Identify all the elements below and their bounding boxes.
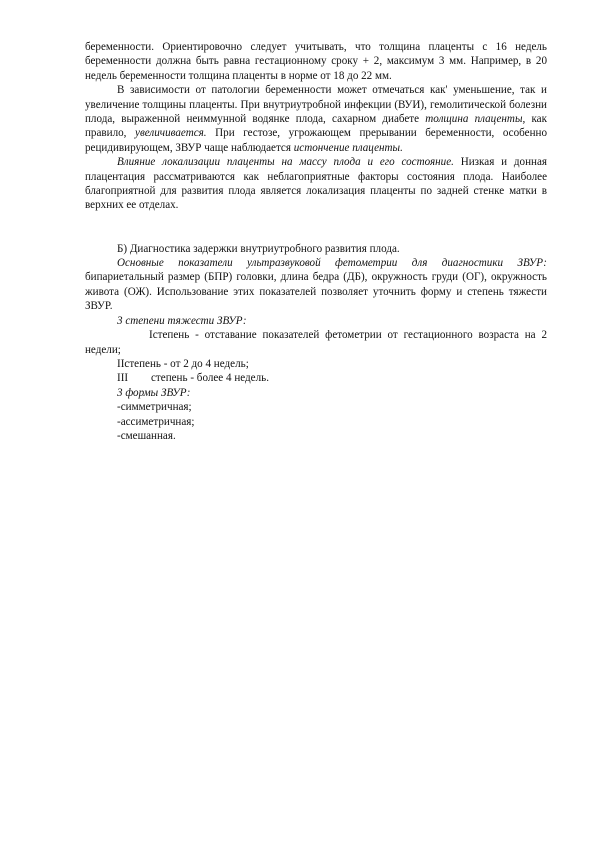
paragraph-localization [85, 155, 547, 213]
dash-bullet: - [117, 415, 121, 428]
fetometry-italic: Основные показатели ультразвуковой фетометрии для диагностики ЗВУР: [117, 257, 547, 270]
paragraph-fetometry [85, 256, 547, 314]
pathology-italic-a: толщина плаценты, [425, 113, 526, 126]
list-item [85, 429, 547, 443]
list-item [85, 400, 547, 414]
pathology-text-a: В зависимости от патологии беременности может отмечаться как' уменьшение, так и увеличение толщины плаценты. При внутриутробной инфекции (ВУИ), гемолитической болезни плода, выраженной неиммунной водянке плода, сахарном диабете [85, 84, 547, 126]
degree-1-text: степень - отставание показателей фетометрии от гестационного возраста на 2 недели; [85, 329, 547, 356]
degree-1 [85, 328, 547, 357]
list-item-text: симметричная; [120, 401, 192, 414]
degree-3-label: III [117, 372, 129, 385]
degree-1-label: I [149, 329, 153, 342]
spacer [85, 227, 547, 241]
forms-title: 3 формы ЗВУР: [117, 386, 191, 399]
list-item [85, 415, 547, 429]
fetometry-text: бипариетальный размер (БПР) головки, длина бедра (ДБ), окружность груди (ОГ), окружность живота (ОЖ). Использование этих показателей позволяет уточнить форму и степень тяжести ЗВУР. [85, 271, 547, 313]
dash-bullet: - [117, 401, 121, 414]
list-item-text: смешанная. [120, 429, 176, 442]
degree-2-label: II [117, 357, 125, 370]
localization-text: Низкая и донная плацентация рассматриваются как неблагоприятные факторы состояния плода. Наиболее благоприятной для развития плода является локализация плаценты по задней стенке матки в верхних ее отделах. [85, 156, 547, 212]
paragraph-pathology [85, 83, 547, 155]
degree-2 [85, 357, 547, 371]
localization-italic: Влияние локализации плаценты на массу плода и его состояние. [117, 156, 454, 169]
pathology-text-c: При гестозе, угрожающем прерывании беременности, особенно рецидивирующем, ЗВУР чаще наблюдается [85, 127, 547, 154]
degree-3-text: степень - более 4 недель. [151, 372, 269, 385]
spacer [85, 213, 547, 227]
pathology-text-b: как правило, [85, 113, 547, 140]
list-item-text: ассиметричная; [120, 415, 195, 428]
pathology-italic-c: истончение плаценты. [293, 141, 403, 154]
degrees-title: 3 степени тяжести ЗВУР: [117, 314, 247, 327]
dash-bullet: - [117, 429, 121, 442]
section-b-title: Б) Диагностика задержки внутриутробного развития плода. [117, 242, 400, 255]
paragraph-placenta-thickness: беременности. Ориентировочно следует учитывать, что толщина плаценты с 16 недель беременности должна быть равна гестационному сроку + 2, максимум 3 мм. Например, в 20 недель беременности толщина плаценты в норме от 18 до 22 мм. [85, 41, 547, 82]
degree-3 [85, 371, 547, 385]
document-body [85, 40, 547, 443]
degree-2-text: степень - от 2 до 4 недель; [124, 357, 249, 370]
pathology-italic-b: увеличивается. [135, 127, 207, 140]
